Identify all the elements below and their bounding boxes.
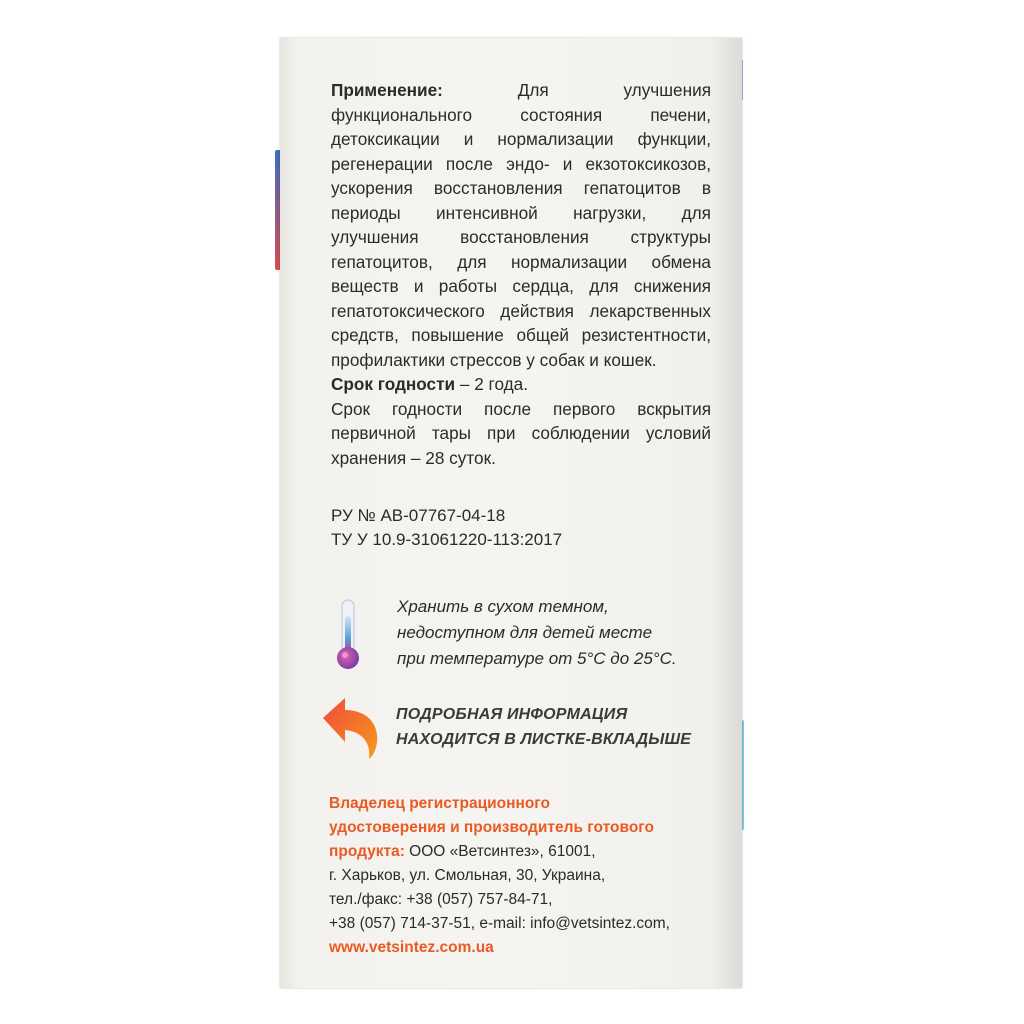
owner-heading-2: удостоверения и производитель готового (329, 819, 655, 836)
usage-text: Для улучшения функционального состояния печени, детоксикации и нормализации функции, регенерации после эндо- и екзотоксикозов, ускорения восстановления гепатоцитов в периоды интенсивной нагрузки, для улучшения восстановления структуры гепатоцитов, для нормализации обмена веществ и работы сердца, для снижения гепатотоксического действия лекарственных средств, повышение общей резистентности, профилактики стрессов у собак и кошек. (331, 80, 712, 370)
storage-line-1: Хранить в сухом темном, (397, 597, 609, 616)
owner-phone-1: тел./факс: +38 (057) 757-84-71, (329, 891, 553, 908)
owner-phone-2: +38 (057) 714-37-51, e-mail: info@vetsintez.com, (329, 915, 670, 932)
curved-arrow-icon (321, 696, 383, 760)
shelf-life-line (331, 372, 711, 397)
storage-line-2: недоступном для детей месте (397, 623, 653, 642)
insert-notice (321, 696, 741, 766)
usage-label: Применение: (331, 80, 443, 100)
registration-block (331, 504, 711, 552)
label-text-block (331, 78, 711, 552)
manufacturer-block (329, 792, 729, 960)
tu-number: ТУ У 10.9-31061220-113:2017 (331, 530, 563, 549)
storage-text (397, 594, 737, 672)
owner-website: www.vetsintez.com.ua (329, 939, 494, 956)
owner-company: ООО «Ветсинтез», 61001, (404, 843, 596, 860)
owner-address: г. Харьков, ул. Смольная, 30, Украина, (329, 867, 606, 884)
ru-number: РУ № АВ-07767-04-18 (331, 506, 506, 525)
insert-notice-line-1: ПОДРОБНАЯ ИНФОРМАЦИЯ (396, 706, 628, 723)
storage-line-3: при температуре от 5°С до 25°С. (397, 649, 677, 668)
owner-company-line (329, 840, 729, 864)
insert-notice-line-2: НАХОДИТСЯ В ЛИСТКЕ-ВКЛАДЫШЕ (396, 731, 692, 748)
usage-paragraph (331, 78, 711, 372)
shelf-life-value: – 2 года. (459, 374, 528, 394)
thermometer-icon (331, 598, 365, 672)
storage-conditions (331, 594, 731, 674)
owner-heading-1: Владелец регистрационного (329, 795, 551, 812)
shelf-life-label: Срок годности (331, 374, 456, 394)
shelf-life-after-opening: Срок годности после первого вскрытия первичной тары при соблюдении условий хранения – 28 суток. (331, 398, 711, 468)
owner-heading-3: продукта: (329, 843, 405, 860)
insert-notice-text (396, 702, 691, 752)
